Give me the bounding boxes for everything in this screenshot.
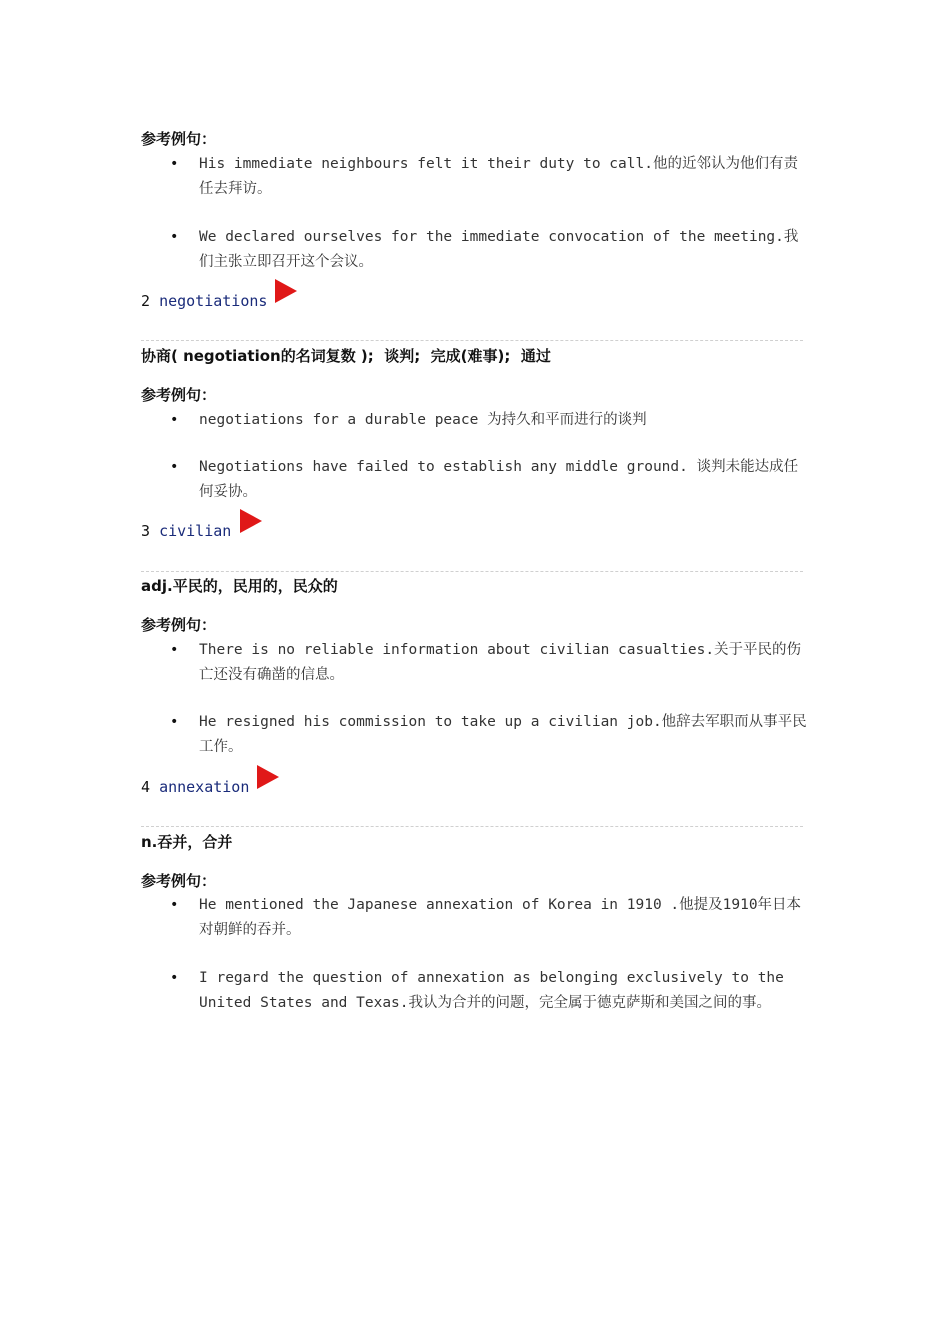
definition: adj.平民的，民用的，民众的 (141, 577, 338, 595)
example-sentence: • His immediate neighbours felt it their duty to call.他的近邻认为他们有责任去拜访。 (170, 152, 810, 202)
play-audio-icon[interactable] (257, 765, 279, 789)
definition: n.吞并，合并 (141, 833, 233, 851)
example-sentence: • negotiations for a durable peace 为持久和平而进行的谈判 (170, 408, 810, 433)
divider (141, 340, 803, 341)
example-sentence: • Negotiations have failed to establish any middle ground. 谈判未能达成任何妥协。 (170, 455, 810, 505)
example-sentence: • He mentioned the Japanese annexation of Korea in 1910 .他提及1910年日本对朝鲜的吞并。 (170, 893, 810, 943)
definition: 协商( negotiation的名词复数 ); 谈判; 完成(难事); 通过 (141, 347, 551, 365)
example-label: 参考例句： (141, 130, 217, 148)
word-heading (141, 522, 231, 540)
bullet-icon: • (170, 897, 179, 913)
play-audio-icon[interactable] (275, 279, 297, 303)
example-sentence: • We declared ourselves for the immediate convocation of the meeting.我们主张立即召开这个会议。 (170, 225, 810, 275)
divider (141, 826, 803, 827)
vocabulary-word[interactable]: negotiations (159, 292, 268, 310)
example-label: 参考例句： (141, 872, 217, 890)
word-heading (141, 778, 249, 796)
word-number: 3 (141, 522, 151, 540)
word-heading (141, 292, 267, 310)
word-number: 2 (141, 292, 151, 310)
vocabulary-word[interactable]: civilian (159, 522, 232, 540)
bullet-icon: • (170, 714, 179, 730)
example-label: 参考例句： (141, 616, 217, 634)
divider (141, 571, 803, 572)
example-label: 参考例句： (141, 386, 217, 404)
example-sentence: • He resigned his commission to take up a civilian job.他辞去军职而从事平民工作。 (170, 710, 810, 760)
bullet-icon: • (170, 156, 179, 172)
bullet-icon: • (170, 642, 179, 658)
bullet-icon: • (170, 970, 179, 986)
bullet-icon: • (170, 412, 179, 428)
play-audio-icon[interactable] (240, 509, 262, 533)
vocabulary-word[interactable]: annexation (159, 778, 250, 796)
example-sentence: • I regard the question of annexation as belonging exclusively to the United States and Texas.我认为合并的问题，完全属于德克萨斯和美国之间的事。 (170, 966, 810, 1016)
example-sentence: • There is no reliable information about civilian casualties.关于平民的伤亡还没有确凿的信息。 (170, 638, 810, 688)
bullet-icon: • (170, 229, 179, 245)
word-number: 4 (141, 778, 151, 796)
bullet-icon: • (170, 459, 179, 475)
